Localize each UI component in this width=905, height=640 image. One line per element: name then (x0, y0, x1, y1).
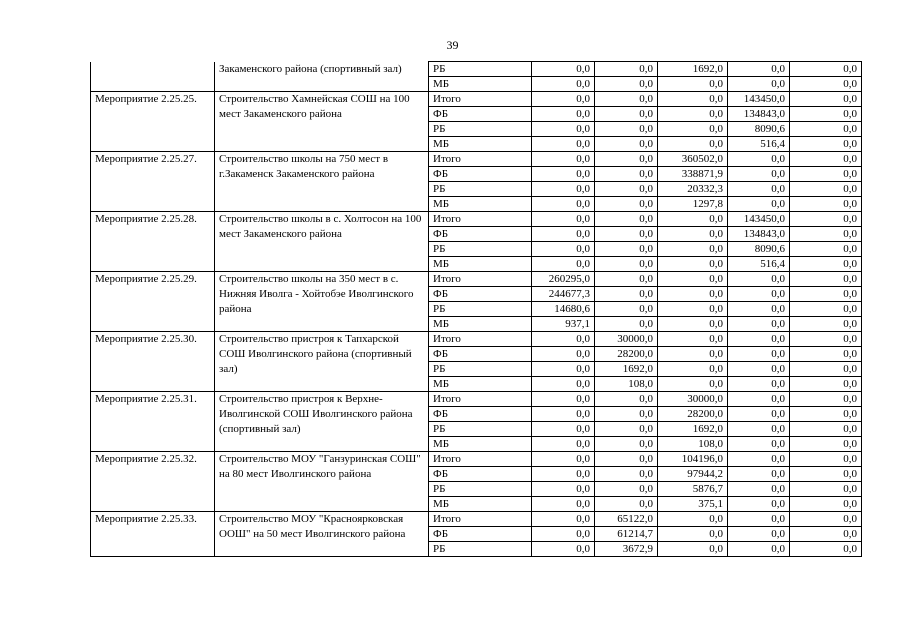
amount-cell: 0,0 (790, 542, 862, 557)
amount-cell: 0,0 (728, 362, 790, 377)
amount-cell: 0,0 (595, 242, 658, 257)
page-number: 39 (446, 38, 459, 52)
amount-cell: 0,0 (658, 512, 728, 527)
measure-name: Строительство школы в с. Холтосон на 100 мест Закаменского района (215, 212, 429, 272)
amount-cell: 143450,0 (728, 212, 790, 227)
amount-cell: 0,0 (728, 197, 790, 212)
amount-cell: 0,0 (658, 272, 728, 287)
funding-source: Итого (429, 392, 532, 407)
measure-code: Мероприятие 2.25.28. (91, 212, 215, 272)
funding-source: РБ (429, 422, 532, 437)
amount-cell: 0,0 (532, 377, 595, 392)
measure-name: Строительство школы на 750 мест в г.Закаменск Закаменского района (215, 152, 429, 212)
amount-cell: 0,0 (658, 227, 728, 242)
amount-cell: 0,0 (728, 422, 790, 437)
funding-source: РБ (429, 362, 532, 377)
amount-cell: 0,0 (728, 377, 790, 392)
amount-cell: 0,0 (532, 62, 595, 77)
funding-source: МБ (429, 497, 532, 512)
amount-cell: 0,0 (790, 377, 862, 392)
funding-source: РБ (429, 302, 532, 317)
amount-cell: 0,0 (532, 452, 595, 467)
amount-cell: 0,0 (790, 152, 862, 167)
amount-cell: 0,0 (658, 332, 728, 347)
amount-cell: 0,0 (532, 422, 595, 437)
table-row (91, 512, 862, 527)
measure-code: Мероприятие 2.25.27. (91, 152, 215, 212)
measure-code: Мероприятие 2.25.29. (91, 272, 215, 332)
amount-cell: 0,0 (658, 257, 728, 272)
funding-source: РБ (429, 62, 532, 77)
amount-cell: 30000,0 (595, 332, 658, 347)
amount-cell: 65122,0 (595, 512, 658, 527)
measure-name: Закаменского района (спортивный зал) (215, 62, 429, 92)
amount-cell: 0,0 (658, 317, 728, 332)
funding-source: МБ (429, 377, 532, 392)
amount-cell: 0,0 (532, 242, 595, 257)
amount-cell: 0,0 (790, 497, 862, 512)
amount-cell: 0,0 (790, 527, 862, 542)
amount-cell: 20332,3 (658, 182, 728, 197)
amount-cell: 0,0 (595, 107, 658, 122)
amount-cell: 0,0 (595, 137, 658, 152)
amount-cell: 260295,0 (532, 272, 595, 287)
amount-cell: 0,0 (728, 152, 790, 167)
budget-table (90, 61, 862, 557)
amount-cell: 0,0 (532, 92, 595, 107)
funding-source: РБ (429, 242, 532, 257)
amount-cell: 0,0 (595, 287, 658, 302)
funding-source: Итого (429, 512, 532, 527)
amount-cell: 0,0 (728, 272, 790, 287)
amount-cell: 0,0 (658, 302, 728, 317)
amount-cell: 104196,0 (658, 452, 728, 467)
amount-cell: 0,0 (595, 437, 658, 452)
amount-cell: 0,0 (728, 437, 790, 452)
amount-cell: 0,0 (658, 212, 728, 227)
amount-cell: 0,0 (595, 197, 658, 212)
measure-code (91, 62, 215, 92)
amount-cell: 360502,0 (658, 152, 728, 167)
measure-name: Строительство МОУ "Ганзуринская СОШ" на 80 мест Иволгинского района (215, 452, 429, 512)
amount-cell: 0,0 (790, 512, 862, 527)
funding-source: РБ (429, 542, 532, 557)
funding-source: ФБ (429, 287, 532, 302)
funding-source: Итого (429, 272, 532, 287)
funding-source: ФБ (429, 407, 532, 422)
amount-cell: 0,0 (790, 92, 862, 107)
funding-source: Итого (429, 332, 532, 347)
amount-cell: 0,0 (790, 467, 862, 482)
amount-cell: 0,0 (728, 182, 790, 197)
amount-cell: 0,0 (728, 497, 790, 512)
funding-source: ФБ (429, 167, 532, 182)
amount-cell: 0,0 (658, 77, 728, 92)
funding-source: МБ (429, 77, 532, 92)
amount-cell: 0,0 (728, 392, 790, 407)
amount-cell: 0,0 (595, 317, 658, 332)
amount-cell: 0,0 (728, 542, 790, 557)
amount-cell: 0,0 (658, 542, 728, 557)
amount-cell: 0,0 (790, 182, 862, 197)
amount-cell: 0,0 (728, 332, 790, 347)
amount-cell: 14680,6 (532, 302, 595, 317)
amount-cell: 0,0 (595, 92, 658, 107)
amount-cell: 0,0 (728, 452, 790, 467)
amount-cell: 516,4 (728, 137, 790, 152)
amount-cell: 1297,8 (658, 197, 728, 212)
measure-name: Строительство Хамнейская СОШ на 100 мест Закаменского района (215, 92, 429, 152)
amount-cell: 0,0 (790, 272, 862, 287)
amount-cell: 0,0 (790, 422, 862, 437)
amount-cell: 0,0 (790, 62, 862, 77)
table-row (91, 392, 862, 407)
table-body (91, 62, 862, 557)
amount-cell: 0,0 (790, 452, 862, 467)
amount-cell: 0,0 (790, 167, 862, 182)
amount-cell: 0,0 (532, 212, 595, 227)
amount-cell: 8090,6 (728, 122, 790, 137)
funding-source: ФБ (429, 527, 532, 542)
amount-cell: 0,0 (790, 287, 862, 302)
amount-cell: 244677,3 (532, 287, 595, 302)
amount-cell: 0,0 (532, 497, 595, 512)
table-row (91, 272, 862, 287)
amount-cell: 0,0 (790, 392, 862, 407)
amount-cell: 0,0 (790, 257, 862, 272)
amount-cell: 0,0 (790, 242, 862, 257)
amount-cell: 0,0 (658, 107, 728, 122)
amount-cell: 0,0 (532, 542, 595, 557)
amount-cell: 0,0 (790, 77, 862, 92)
amount-cell: 1692,0 (658, 422, 728, 437)
funding-source: ФБ (429, 107, 532, 122)
amount-cell: 134843,0 (728, 107, 790, 122)
table-row (91, 62, 862, 77)
amount-cell: 0,0 (532, 77, 595, 92)
amount-cell: 28200,0 (595, 347, 658, 362)
amount-cell: 0,0 (595, 452, 658, 467)
amount-cell: 0,0 (595, 62, 658, 77)
funding-source: МБ (429, 197, 532, 212)
measure-code: Мероприятие 2.25.31. (91, 392, 215, 452)
amount-cell: 0,0 (595, 497, 658, 512)
amount-cell: 0,0 (728, 317, 790, 332)
amount-cell: 0,0 (532, 257, 595, 272)
amount-cell: 0,0 (728, 467, 790, 482)
amount-cell: 97944,2 (658, 467, 728, 482)
amount-cell: 0,0 (532, 407, 595, 422)
amount-cell: 0,0 (790, 482, 862, 497)
amount-cell: 0,0 (595, 167, 658, 182)
amount-cell: 0,0 (790, 107, 862, 122)
funding-source: РБ (429, 482, 532, 497)
amount-cell: 0,0 (790, 227, 862, 242)
amount-cell: 61214,7 (595, 527, 658, 542)
amount-cell: 0,0 (595, 212, 658, 227)
amount-cell: 0,0 (658, 92, 728, 107)
amount-cell: 28200,0 (658, 407, 728, 422)
measure-code: Мероприятие 2.25.32. (91, 452, 215, 512)
amount-cell: 338871,9 (658, 167, 728, 182)
amount-cell: 143450,0 (728, 92, 790, 107)
amount-cell: 0,0 (532, 137, 595, 152)
amount-cell: 0,0 (728, 527, 790, 542)
amount-cell: 0,0 (658, 287, 728, 302)
amount-cell: 0,0 (790, 212, 862, 227)
amount-cell: 0,0 (728, 407, 790, 422)
amount-cell: 0,0 (532, 347, 595, 362)
measure-code: Мероприятие 2.25.25. (91, 92, 215, 152)
table-row (91, 332, 862, 347)
funding-source: ФБ (429, 227, 532, 242)
amount-cell: 0,0 (790, 407, 862, 422)
measure-name: Строительство школы на 350 мест в с. Нижняя Иволга - Хойтобэе Иволгинского района (215, 272, 429, 332)
funding-source: МБ (429, 317, 532, 332)
amount-cell: 0,0 (595, 422, 658, 437)
amount-cell: 0,0 (532, 332, 595, 347)
amount-cell: 0,0 (595, 392, 658, 407)
funding-source: МБ (429, 257, 532, 272)
funding-source: РБ (429, 122, 532, 137)
amount-cell: 0,0 (532, 527, 595, 542)
amount-cell: 0,0 (790, 347, 862, 362)
amount-cell: 134843,0 (728, 227, 790, 242)
amount-cell: 0,0 (790, 302, 862, 317)
amount-cell: 0,0 (532, 467, 595, 482)
amount-cell: 8090,6 (728, 242, 790, 257)
amount-cell: 0,0 (658, 527, 728, 542)
measure-name: Строительство МОУ "Красноярковская ООШ" на 50 мест Иволгинского района (215, 512, 429, 557)
funding-source: МБ (429, 437, 532, 452)
amount-cell: 30000,0 (658, 392, 728, 407)
amount-cell: 5876,7 (658, 482, 728, 497)
amount-cell: 0,0 (532, 362, 595, 377)
amount-cell: 0,0 (595, 272, 658, 287)
amount-cell: 0,0 (728, 167, 790, 182)
amount-cell: 0,0 (728, 287, 790, 302)
amount-cell: 0,0 (658, 347, 728, 362)
funding-source: ФБ (429, 347, 532, 362)
amount-cell: 108,0 (595, 377, 658, 392)
measure-code: Мероприятие 2.25.33. (91, 512, 215, 557)
funding-source: МБ (429, 137, 532, 152)
amount-cell: 0,0 (658, 122, 728, 137)
amount-cell: 0,0 (595, 152, 658, 167)
amount-cell: 0,0 (595, 257, 658, 272)
amount-cell: 0,0 (790, 437, 862, 452)
table-row (91, 152, 862, 167)
amount-cell: 0,0 (595, 467, 658, 482)
amount-cell: 0,0 (728, 482, 790, 497)
amount-cell: 0,0 (790, 362, 862, 377)
amount-cell: 0,0 (595, 227, 658, 242)
amount-cell: 0,0 (658, 137, 728, 152)
amount-cell: 108,0 (658, 437, 728, 452)
amount-cell: 0,0 (532, 167, 595, 182)
amount-cell: 0,0 (595, 182, 658, 197)
amount-cell: 0,0 (790, 137, 862, 152)
amount-cell: 0,0 (532, 107, 595, 122)
amount-cell: 0,0 (728, 347, 790, 362)
amount-cell: 0,0 (790, 122, 862, 137)
amount-cell: 0,0 (728, 302, 790, 317)
amount-cell: 0,0 (532, 392, 595, 407)
funding-source: РБ (429, 182, 532, 197)
measure-name: Строительство пристроя к Верхне-Иволгинской СОШ Иволгинского района (спортивный зал) (215, 392, 429, 452)
amount-cell: 0,0 (728, 62, 790, 77)
amount-cell: 0,0 (658, 377, 728, 392)
amount-cell: 0,0 (595, 302, 658, 317)
amount-cell: 0,0 (532, 512, 595, 527)
measure-code: Мероприятие 2.25.30. (91, 332, 215, 392)
table-row (91, 452, 862, 467)
amount-cell: 3672,9 (595, 542, 658, 557)
amount-cell: 0,0 (595, 122, 658, 137)
amount-cell: 937,1 (532, 317, 595, 332)
amount-cell: 375,1 (658, 497, 728, 512)
amount-cell: 0,0 (658, 362, 728, 377)
amount-cell: 0,0 (595, 407, 658, 422)
amount-cell: 0,0 (532, 437, 595, 452)
amount-cell: 0,0 (532, 182, 595, 197)
amount-cell: 0,0 (532, 482, 595, 497)
funding-source: Итого (429, 452, 532, 467)
measure-name: Строительство пристроя к Тапхарской СОШ Иволгинского района (спортивный зал) (215, 332, 429, 392)
amount-cell: 0,0 (532, 152, 595, 167)
amount-cell: 0,0 (532, 227, 595, 242)
amount-cell: 0,0 (728, 512, 790, 527)
table-row (91, 212, 862, 227)
funding-source: Итого (429, 152, 532, 167)
amount-cell: 0,0 (532, 122, 595, 137)
amount-cell: 0,0 (728, 77, 790, 92)
amount-cell: 0,0 (790, 197, 862, 212)
amount-cell: 0,0 (595, 482, 658, 497)
funding-source: Итого (429, 212, 532, 227)
amount-cell: 0,0 (595, 77, 658, 92)
table-row (91, 92, 862, 107)
funding-source: ФБ (429, 467, 532, 482)
funding-source: Итого (429, 92, 532, 107)
amount-cell: 516,4 (728, 257, 790, 272)
amount-cell: 0,0 (790, 332, 862, 347)
amount-cell: 0,0 (790, 317, 862, 332)
amount-cell: 1692,0 (658, 62, 728, 77)
amount-cell: 0,0 (532, 197, 595, 212)
amount-cell: 0,0 (658, 242, 728, 257)
amount-cell: 1692,0 (595, 362, 658, 377)
